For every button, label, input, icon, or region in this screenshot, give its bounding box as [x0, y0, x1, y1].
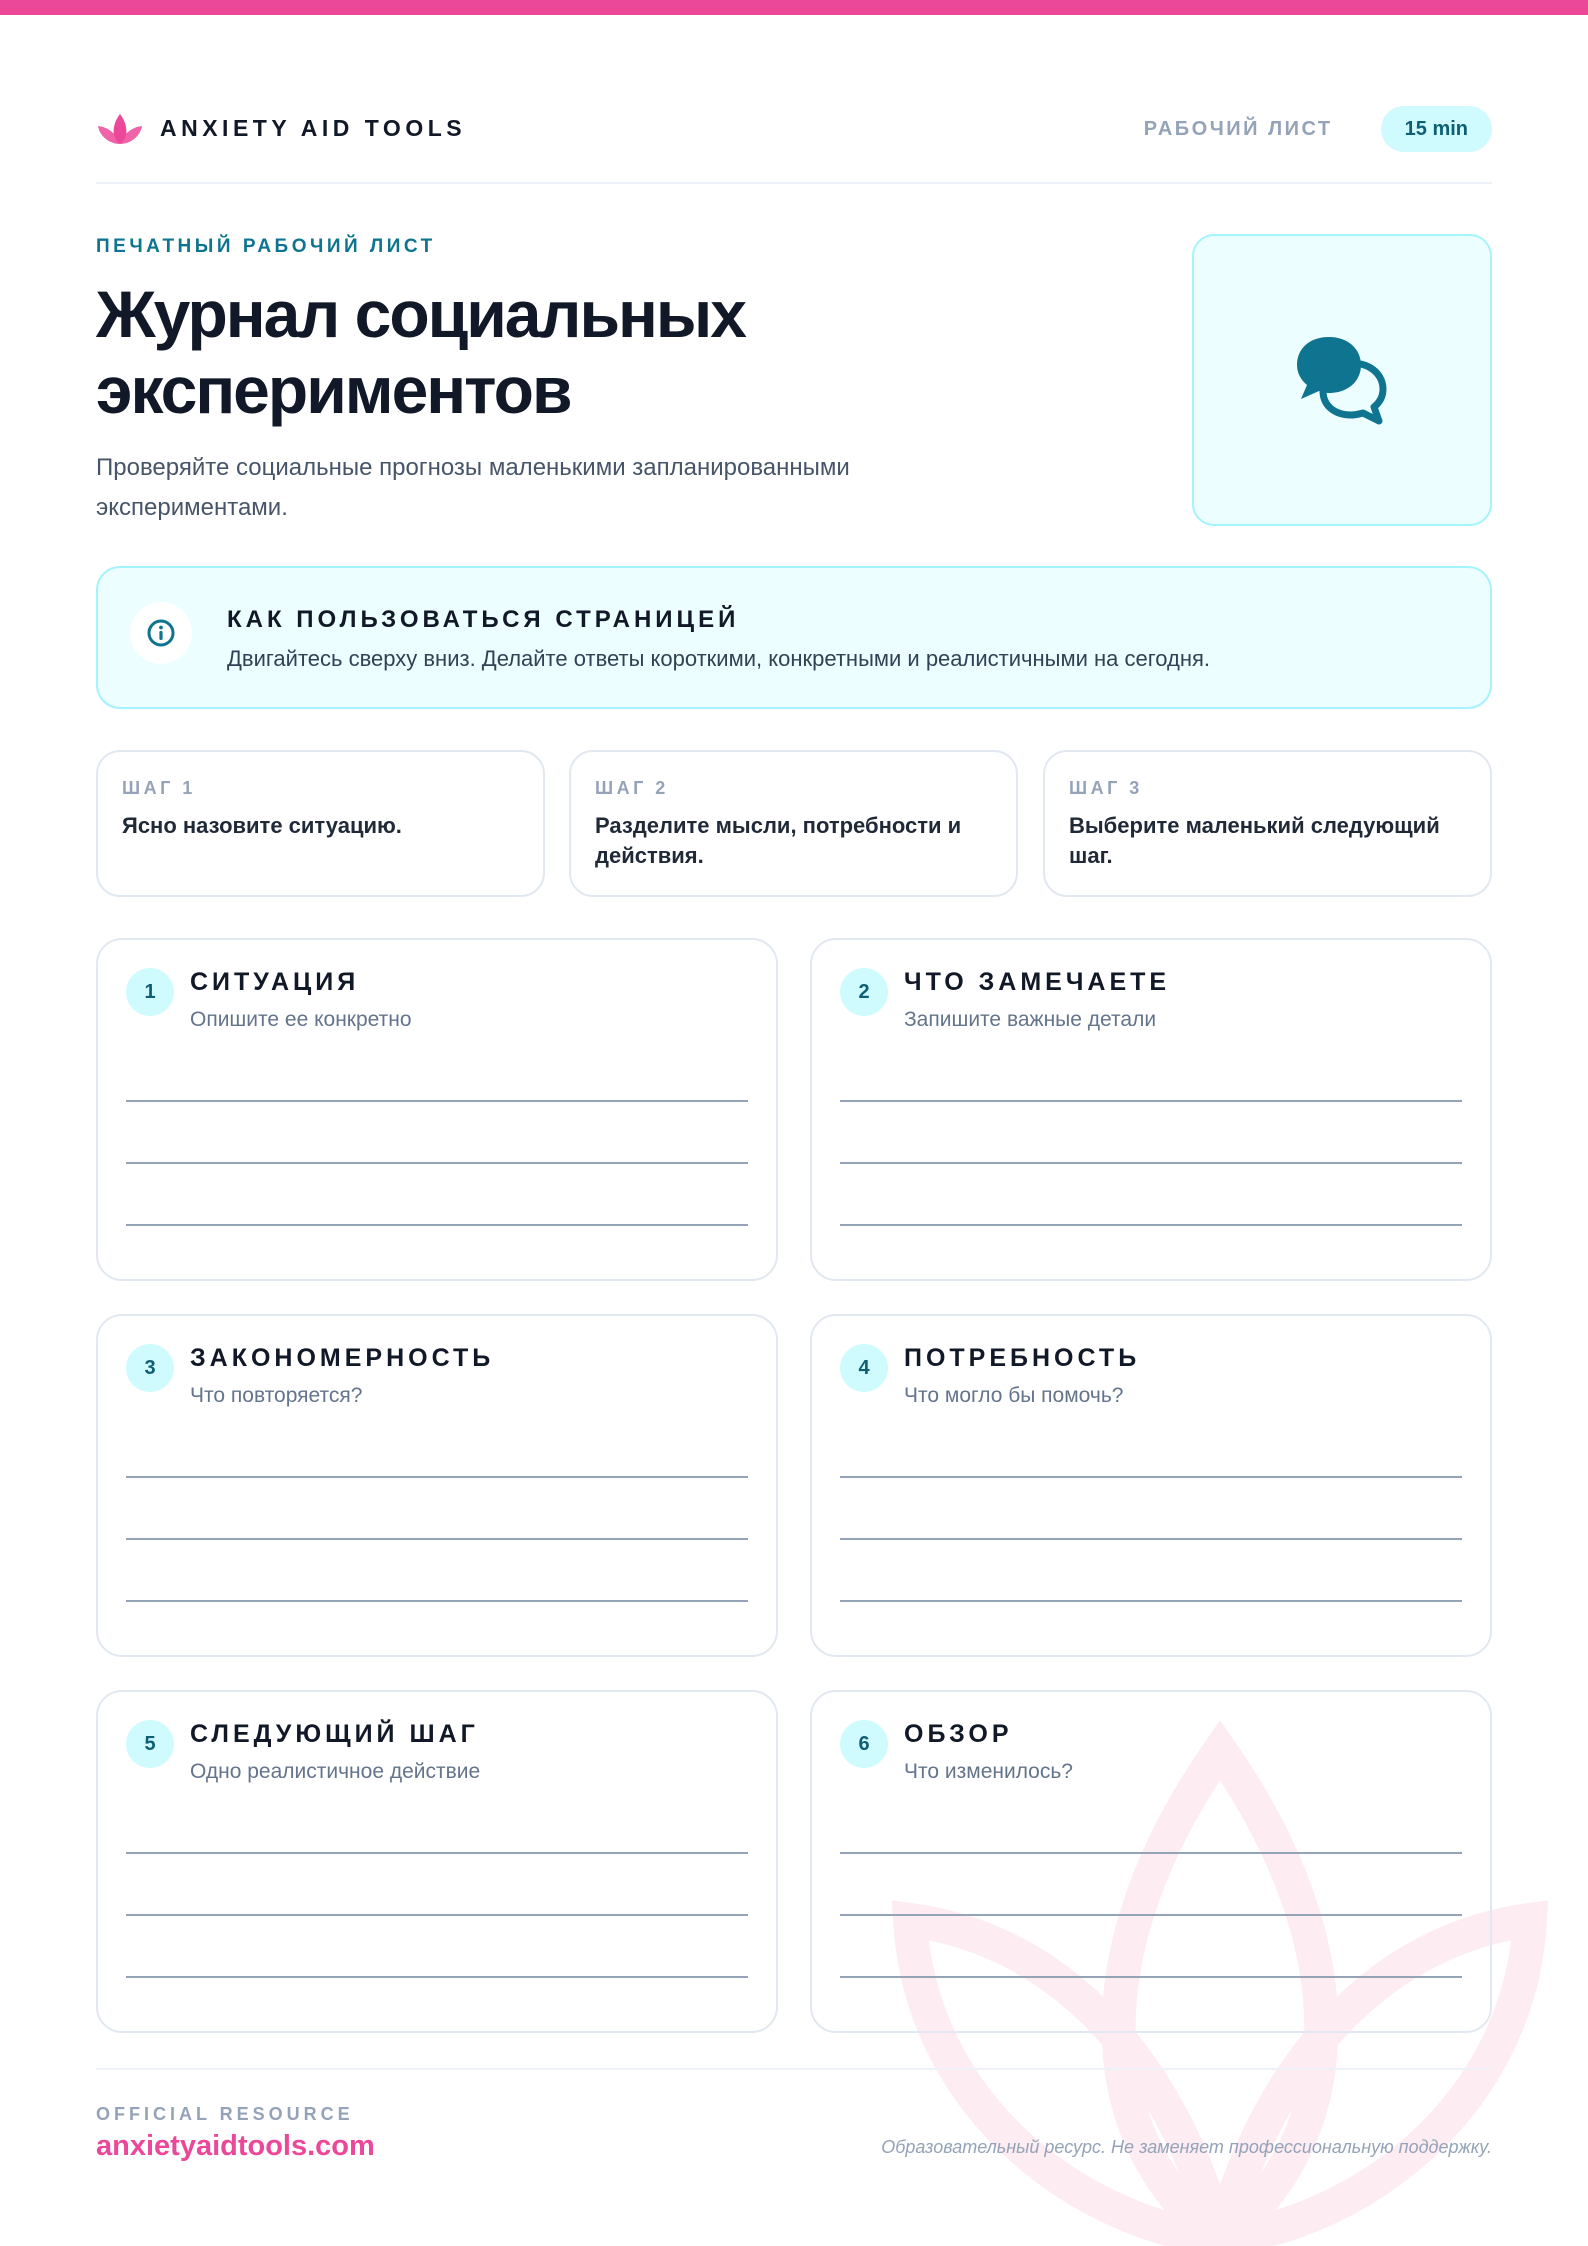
eyebrow-label: ПЕЧАТНЫЙ РАБОЧИЙ ЛИСТ	[96, 236, 436, 257]
page-header	[96, 104, 1492, 184]
step-label: ШАГ 1	[122, 778, 196, 798]
box-subtitle: Что изменилось?	[904, 1760, 1073, 1783]
writing-line[interactable]	[126, 1476, 748, 1478]
writing-line[interactable]	[126, 1100, 748, 1102]
writing-line[interactable]	[126, 1852, 748, 1854]
box-pattern	[96, 1314, 778, 1657]
writing-line[interactable]	[840, 1976, 1462, 1978]
box-subtitle: Одно реалистичное действие	[190, 1760, 481, 1783]
box-need	[810, 1314, 1492, 1657]
box-title: ОБЗОР	[904, 1720, 1013, 1748]
writing-line[interactable]	[126, 1914, 748, 1916]
writing-line[interactable]	[126, 1600, 748, 1602]
writing-line[interactable]	[840, 1100, 1462, 1102]
box-number: 3	[126, 1344, 174, 1392]
box-number: 4	[840, 1344, 888, 1392]
step-text: Разделите мысли, потребности и действия.	[595, 813, 962, 868]
box-subtitle: Что могло бы помочь?	[904, 1384, 1124, 1407]
page-title: Журнал социальных экспериментов	[96, 277, 745, 427]
info-text: Двигайтесь сверху вниз. Делайте ответы короткими, конкретными и реалистичными на сегодня.	[227, 646, 1211, 671]
box-title: СЛЕДУЮЩИЙ ШАГ	[190, 1720, 479, 1748]
page-subtitle: Проверяйте социальные прогнозы маленькими запланированными экспериментами.	[96, 454, 850, 521]
steps-row	[96, 750, 1492, 897]
box-title: ЗАКОНОМЕРНОСТЬ	[190, 1344, 495, 1372]
brand[interactable]	[96, 104, 466, 152]
box-subtitle: Запишите важные детали	[904, 1008, 1157, 1031]
footer-label: OFFICIAL RESOURCE	[96, 2104, 354, 2124]
step-label: ШАГ 3	[1069, 778, 1143, 798]
writing-line[interactable]	[840, 1538, 1462, 1540]
box-number: 5	[126, 1720, 174, 1768]
hero-icon-card	[1192, 234, 1492, 526]
duration-badge: 15 min	[1381, 106, 1492, 152]
how-to-use-panel	[96, 566, 1492, 709]
box-next-step	[96, 1690, 778, 2033]
step-card-3	[1043, 750, 1492, 897]
box-number: 1	[126, 968, 174, 1016]
brand-name: ANXIETY AID TOOLS	[160, 114, 467, 141]
step-text: Выберите маленький следующий шаг.	[1069, 813, 1440, 868]
writing-line[interactable]	[126, 1224, 748, 1226]
info-title: КАК ПОЛЬЗОВАТЬСЯ СТРАНИЦЕЙ	[227, 606, 740, 633]
header-meta	[1144, 106, 1492, 152]
step-text: Ясно назовите ситуацию.	[122, 813, 402, 838]
writing-line[interactable]	[126, 1976, 748, 1978]
worksheet-page	[96, 0, 1492, 2246]
doc-type-label: РАБОЧИЙ ЛИСТ	[1143, 117, 1333, 140]
writing-line[interactable]	[840, 1852, 1462, 1854]
writing-line[interactable]	[126, 1538, 748, 1540]
box-title: ЧТО ЗАМЕЧАЕТЕ	[904, 968, 1171, 996]
box-review	[810, 1690, 1492, 2033]
writing-line[interactable]	[126, 1162, 748, 1164]
box-subtitle: Что повторяется?	[190, 1384, 363, 1407]
step-label: ШАГ 2	[595, 778, 669, 798]
step-card-2	[569, 750, 1018, 897]
info-icon	[130, 602, 192, 664]
box-number: 6	[840, 1720, 888, 1768]
writing-line[interactable]	[840, 1224, 1462, 1226]
footer-divider	[96, 2068, 1492, 2070]
writing-line[interactable]	[840, 1914, 1462, 1916]
writing-line[interactable]	[840, 1476, 1462, 1478]
box-number: 2	[840, 968, 888, 1016]
step-card-1	[96, 750, 545, 897]
box-title: ПОТРЕБНОСТЬ	[904, 1344, 1141, 1372]
writing-line[interactable]	[840, 1600, 1462, 1602]
footer-disclaimer: Образовательный ресурс. Не заменяет профессиональную поддержку.	[881, 2137, 1492, 2157]
chat-bubbles-icon	[1287, 323, 1397, 438]
box-title: СИТУАЦИЯ	[190, 968, 360, 996]
lotus-icon	[96, 108, 144, 148]
box-subtitle: Опишите ее конкретно	[190, 1008, 412, 1031]
box-situation	[96, 938, 778, 1281]
footer-site-link[interactable]: anxietyaidtools.com	[96, 2130, 375, 2162]
box-noticing	[810, 938, 1492, 1281]
writing-line[interactable]	[840, 1162, 1462, 1164]
